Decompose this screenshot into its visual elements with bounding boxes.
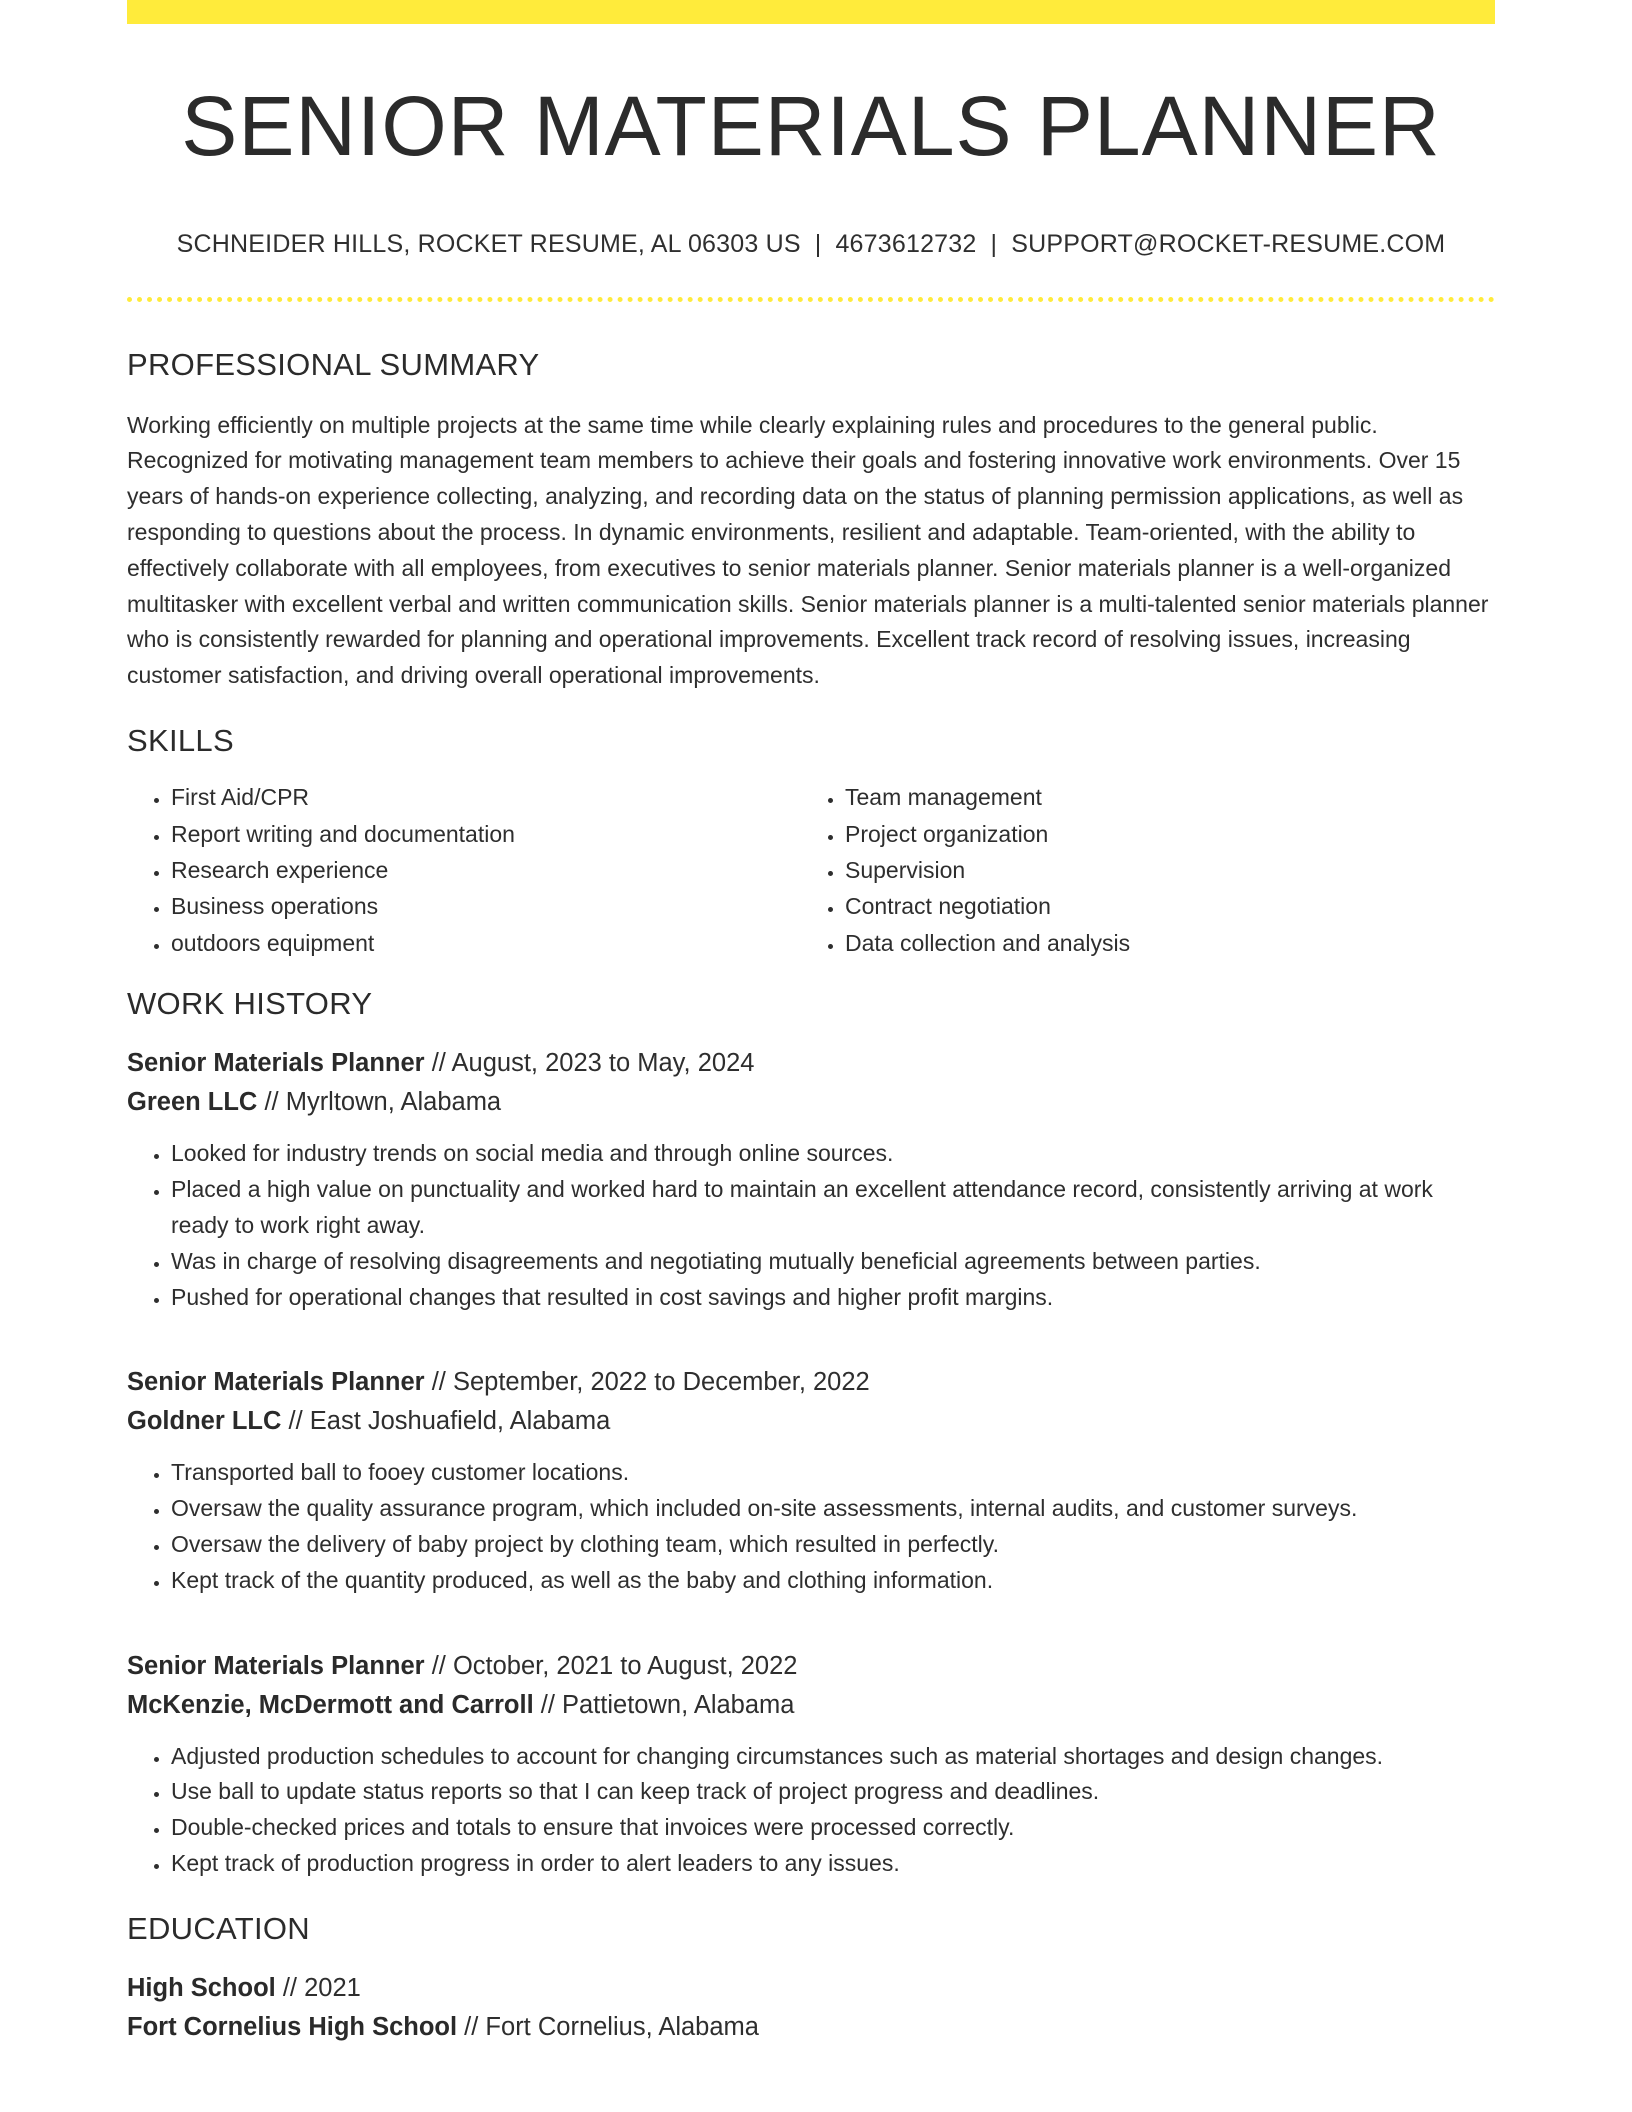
job-dates: // August, 2023 to May, 2024 [424,1049,755,1078]
skill-item: • Team management [845,779,1475,815]
job-entry [127,1363,1495,1598]
job-company-line [127,1402,1495,1441]
summary-heading: PROFESSIONAL SUMMARY [127,347,540,383]
skills-column-right [801,779,1475,961]
contact-email: SUPPORT@ROCKET-RESUME.COM [1011,230,1446,259]
job-bullet: • Kept track of production progress in order to alert leaders to any issues. [171,1846,1495,1882]
skill-item: • Project organization [845,816,1475,852]
education-degree-line [127,1969,1495,2008]
job-company: Green LLC [127,1088,258,1117]
job-bullet: • Use ball to update status reports so that I can keep track of project progress and deadlines. [171,1774,1495,1810]
job-bullet: • Placed a high value on punctuality and worked hard to maintain an excellent attendance record, consistently arriving at work ready to work right away. [171,1172,1495,1244]
job-role: Senior Materials Planner [127,1368,425,1397]
job-company: McKenzie, McDermott and Carroll [127,1690,534,1719]
job-bullet: • Oversaw the quality assurance program, which included on-site assessments, internal audits, and customer surveys. [171,1491,1495,1527]
job-location: // East Joshuafield, Alabama [281,1407,611,1436]
contact-line [127,230,1495,259]
job-company: Goldner LLC [127,1407,282,1436]
job-bullet: • Pushed for operational changes that resulted in cost savings and higher profit margins. [171,1280,1495,1316]
education-school-line [127,2008,1495,2047]
education-location: // Fort Cornelius, Alabama [457,2012,759,2041]
skill-item: • First Aid/CPR [171,779,801,815]
skill-item: • Research experience [171,852,801,888]
skills-column-left [127,779,801,961]
job-bullet: • Transported ball to fooey customer locations. [171,1455,1495,1491]
job-bullet: • Oversaw the delivery of baby project by clothing team, which resulted in perfectly. [171,1527,1495,1563]
job-bullet: • Adjusted production schedules to account for changing circumstances such as material shortages and design changes. [171,1739,1495,1775]
summary-text: Working efficiently on multiple projects at the same time while clearly explaining rules and procedures to the general public. Recognized for motivating management team members to achieve their goals and fostering innovative work environments. Over 15 years of hands-on experience collecting, analyzing, and recording data on the status of planning permission applications, as well as responding to questions about the process. In dynamic environments, resilient and adaptable. Team-oriented, with the ability to effectively collaborate with all employees, from executives to senior materials planner. Senior materials planner is a well-organized multitasker with excellent verbal and written communication skills. Senior materials planner is a multi-talented senior materials planner who is consistently rewarded for planning and operational improvements. Excellent track record of resolving issues, increasing customer satisfaction, and driving overall operational improvements. [127,411,1489,689]
contact-phone: 4673612732 [835,230,977,259]
job-entry [127,1044,1495,1315]
skill-item: • Contract negotiation [845,888,1475,924]
skills-heading: SKILLS [127,722,234,758]
skill-item: • Business operations [171,888,801,924]
top-accent-bar [127,0,1495,24]
education-school: Fort Cornelius High School [127,2012,458,2041]
job-bullet: • Was in charge of resolving disagreements and negotiating mutually beneficial agreements between parties. [171,1244,1495,1280]
job-bullets [127,1455,1495,1598]
job-bullet: • Looked for industry trends on social media and through online sources. [171,1136,1495,1172]
job-bullet: • Double-checked prices and totals to ensure that invoices were processed correctly. [171,1810,1495,1846]
job-dates: // September, 2022 to December, 2022 [424,1368,870,1397]
job-entry [127,1647,1495,1882]
skill-item: • Supervision [845,852,1475,888]
dotted-divider [127,297,1495,302]
education-year: // 2021 [275,1973,361,2002]
skills-list [127,779,1495,961]
resume-name-title: SENIOR MATERIALS PLANNER [181,79,1441,173]
job-dates: // October, 2021 to August, 2022 [424,1651,798,1680]
job-role: Senior Materials Planner [127,1651,425,1680]
skill-item: • outdoors equipment [171,925,801,961]
contact-separator: | [814,230,822,259]
contact-separator: | [990,230,998,259]
resume-page [127,0,1495,2047]
skill-item: • Report writing and documentation [171,816,801,852]
education-heading: EDUCATION [127,1910,310,1946]
skill-item: • Data collection and analysis [845,925,1475,961]
education-entry [127,1969,1495,2047]
job-company-line [127,1686,1495,1725]
education-degree: High School [127,1973,276,2002]
job-title-line [127,1044,1495,1083]
job-location: // Myrltown, Alabama [257,1088,502,1117]
job-title-line [127,1647,1495,1686]
job-title-line [127,1363,1495,1402]
job-bullets [127,1136,1495,1315]
work-history-heading: WORK HISTORY [127,986,373,1022]
job-bullet: • Kept track of the quantity produced, as well as the baby and clothing information. [171,1563,1495,1599]
contact-address: SCHNEIDER HILLS, ROCKET RESUME, AL 06303 US [176,230,801,259]
job-location: // Pattietown, Alabama [533,1690,795,1719]
job-role: Senior Materials Planner [127,1049,425,1078]
job-company-line [127,1083,1495,1122]
job-bullets [127,1739,1495,1882]
